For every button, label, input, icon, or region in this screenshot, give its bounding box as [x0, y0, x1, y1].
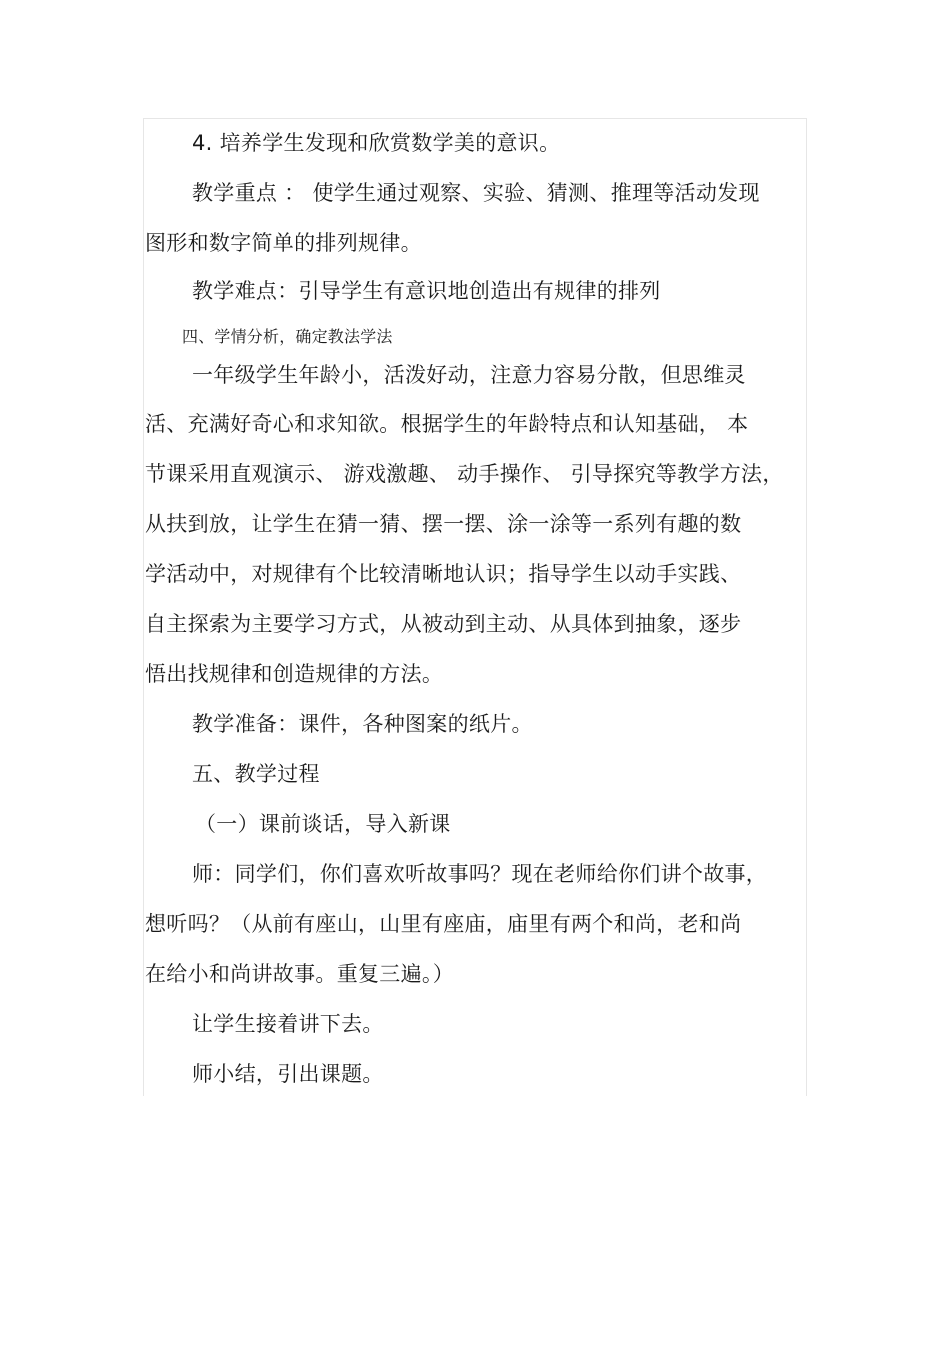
difficulty-text: 教学难点：引导学生有意识地创造出有规律的排列: [192, 279, 661, 303]
analysis-paragraph-line-7: 悟出找规律和创造规律的方法。: [145, 662, 444, 686]
analysis-paragraph-line-5: 学活动中，对规律有个比较清晰地认识；指导学生以动手实践、: [145, 562, 742, 586]
dialogue-line-2: 想听吗？（从前有座山，山里有座庙，庙里有两个和尚，老和尚: [145, 912, 742, 936]
analysis-paragraph-line-2: 活、充满好奇心和求知欲。根据学生的年龄特点和认知基础， 本: [145, 412, 749, 436]
analysis-paragraph-line-6: 自主探索为主要学习方式，从被动到主动、从具体到抽象，逐步: [145, 612, 742, 636]
key-point-text: 教学重点 ： 使学生通过观察、实验、猜测、推理等活动发现: [192, 181, 760, 205]
analysis-paragraph-line-3: 节课采用直观演示、 游戏激趣、 动手操作、 引导探究等教学方法，: [145, 462, 784, 486]
analysis-paragraph-line-4: 从扶到放，让学生在猜一猜、摆一摆、涂一涂等一系列有趣的数: [145, 512, 742, 536]
dialogue-line-3: 在给小和尚讲故事。重复三遍。）: [145, 962, 454, 986]
subsection-one-heading: （一）课前谈话，导入新课: [195, 812, 451, 836]
analysis-paragraph-line-1: 一年级学生年龄小，活泼好动，注意力容易分散，但思维灵: [192, 363, 746, 387]
dialogue-line-1: 师：同学们，你们喜欢听故事吗？现在老师给你们讲个故事，: [192, 862, 768, 886]
teacher-summary-text: 师小结，引出课题。: [192, 1062, 384, 1086]
page-frame: [143, 118, 807, 1096]
key-point-continuation: 图形和数字简单的排列规律。: [145, 231, 422, 255]
preparation-text: 教学准备：课件，各种图案的纸片。: [192, 712, 533, 736]
student-continue-text: 让学生接着讲下去。: [192, 1012, 384, 1036]
section-four-heading: 四、学情分析，确定教法学法: [182, 327, 393, 346]
section-five-heading: 五、教学过程: [192, 762, 320, 786]
goal-4-text: 4. 培养学生发现和欣赏数学美的意识。: [192, 131, 561, 155]
